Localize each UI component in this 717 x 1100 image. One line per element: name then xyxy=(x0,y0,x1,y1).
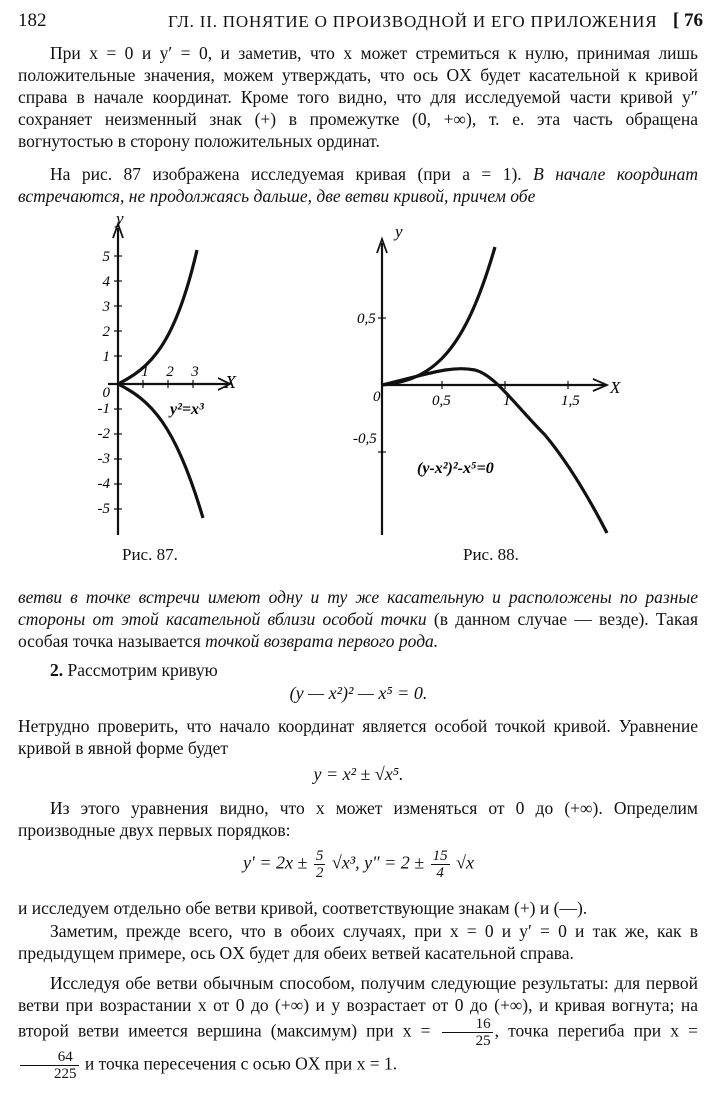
fraction-numerator: 64 xyxy=(20,1049,79,1066)
equation-explicit: y = x² ± √x⁵. xyxy=(313,764,404,784)
fraction xyxy=(20,1049,79,1082)
fig88-xtick: 0,5 xyxy=(432,393,451,409)
fraction xyxy=(442,1016,493,1049)
fraction-denominator: 2 xyxy=(315,865,324,881)
fraction-numerator: 15 xyxy=(432,848,448,864)
fig87-xtick: 1 xyxy=(141,364,149,380)
fig87-ytick: -5 xyxy=(97,501,110,517)
results-text-a: Исследуя обе ветви обычным способом, получим следующие результаты: для первой ветви при возрастании x от 0 до (+∞) и y возрастает от 0 до (+∞), и кривая вогнута; на второй ветви имеется вершина (максимум) при x = xyxy=(18,973,698,1041)
deriv-part-b: √x³, y″ = 2 ± xyxy=(331,852,425,873)
fig87-ytick: 5 xyxy=(102,249,110,265)
running-title: ГЛ. II. ПОНЯТИЕ О ПРОИЗВОДНОЙ И ЕГО ПРИЛОЖЕНИЯ xyxy=(168,12,658,31)
paragraph-cusp xyxy=(18,586,698,652)
fig87-xtick: 3 xyxy=(191,364,199,380)
paragraph-intro: При x = 0 и y′ = 0, и заметив, что x может стремиться к нулю, принимая лишь положительные значения, можем утверждать, что ось OX будет касательной к кривой справа в начале координат. Кроме того видно, что для исследуемой части кривой y″ сохраняет неизменный знак (+) в промежутке (0, +∞), т. е. эта часть обращена вогнутостью в сторону положительных ординат. xyxy=(18,43,698,151)
fig87-y-axis-label: y xyxy=(116,210,124,228)
paragraph-singular: Нетрудно проверить, что начало координат является особой точкой кривой. Уравнение кривой в явной форме будет xyxy=(18,716,698,758)
page-header xyxy=(18,10,703,38)
equation-derivatives xyxy=(0,848,717,881)
fig87-ytick: 0 xyxy=(102,385,110,401)
fig88-xtick: 1,5 xyxy=(561,393,580,409)
figure-ref-text: На рис. 87 изображена исследуемая кривая (при a = 1). xyxy=(50,164,534,184)
fig87-ytick: 4 xyxy=(102,274,110,290)
fig88-origin: 0 xyxy=(373,389,381,405)
paragraph-figure-ref xyxy=(18,163,698,207)
fig87-curve-label: y²=x³ xyxy=(170,401,204,418)
fig87-ytick: -1 xyxy=(97,401,110,417)
figure-88-caption: Рис. 88. xyxy=(463,545,519,564)
fig88-curve-label: (y-x²)²-x⁵=0 xyxy=(417,460,494,477)
figure-ref-italic: В начале координат встречаются, не продолжаясь дальше, две ветви кривой, причем обе xyxy=(18,164,698,206)
fig87-xtick: 2 xyxy=(166,364,174,380)
fraction-numerator: 16 xyxy=(442,1016,493,1033)
paragraph-derivatives: Из этого уравнения видно, что x может изменяться от 0 до (+∞). Определим производные двух первых порядков: xyxy=(18,798,698,840)
cusp-italic-a: ветви в точке встречи имеют одну и ту же касательную и расположены по разные стороны от этой касательной вблизи особой точки xyxy=(18,587,698,629)
section-reference: [ 76 xyxy=(672,10,703,31)
deriv-part-a: y′ = 2x ± xyxy=(242,852,308,873)
cusp-normal: (в данном случае — везде). Такая особая точка называется xyxy=(18,609,698,651)
figure-87 xyxy=(80,210,260,540)
fig87-ytick: -2 xyxy=(97,426,110,442)
fraction-denominator: 4 xyxy=(436,865,444,881)
fraction-denominator: 225 xyxy=(54,1066,77,1082)
fraction-denominator: 25 xyxy=(475,1033,491,1049)
item-number: 2. xyxy=(50,660,64,680)
paragraph-tangent: Заметим, прежде всего, что в обоих случаях, при x = 0 и y′ = 0 и так же, как в предыдущем примере, ось OX будет для обеих ветвей касательной справа. xyxy=(18,921,698,963)
cusp-italic-b: точкой возврата первого рода. xyxy=(205,631,439,651)
figure-88 xyxy=(335,215,635,540)
consider-text: Рассмотрим кривую xyxy=(63,660,218,680)
fig87-ytick: 2 xyxy=(102,324,110,340)
page-number: 182 xyxy=(18,10,47,31)
fraction xyxy=(314,848,326,881)
fig88-xtick: 1 xyxy=(503,393,511,409)
paragraph-results xyxy=(18,972,698,1082)
figure-87-caption: Рис. 87. xyxy=(122,545,178,564)
paragraph-branches: и исследуем отдельно обе ветви кривой, соответствующие знакам (+) и (—). xyxy=(18,898,588,918)
fig88-ytick: 0,5 xyxy=(357,311,376,327)
results-text-c: и точка пересечения с осью OX при x = 1. xyxy=(80,1053,398,1074)
paragraph-consider xyxy=(18,659,698,681)
deriv-part-c: √x xyxy=(456,852,475,873)
fig87-ytick: -3 xyxy=(97,451,110,467)
fig88-ytick: -0,5 xyxy=(353,431,377,447)
fig88-y-axis-label: y xyxy=(395,222,403,241)
fig87-ytick: 3 xyxy=(102,299,110,315)
fig87-ytick: 1 xyxy=(102,349,110,365)
results-text-b: , точка перегиба при x = xyxy=(494,1020,698,1041)
fraction xyxy=(431,848,450,881)
fig88-x-axis-label: X xyxy=(610,378,621,397)
fig87-x-axis-label: X xyxy=(225,372,236,392)
fig87-ytick: -4 xyxy=(97,476,110,492)
equation-curve: (y — x²)² — x⁵ = 0. xyxy=(289,683,428,703)
fraction-numerator: 5 xyxy=(315,848,324,864)
